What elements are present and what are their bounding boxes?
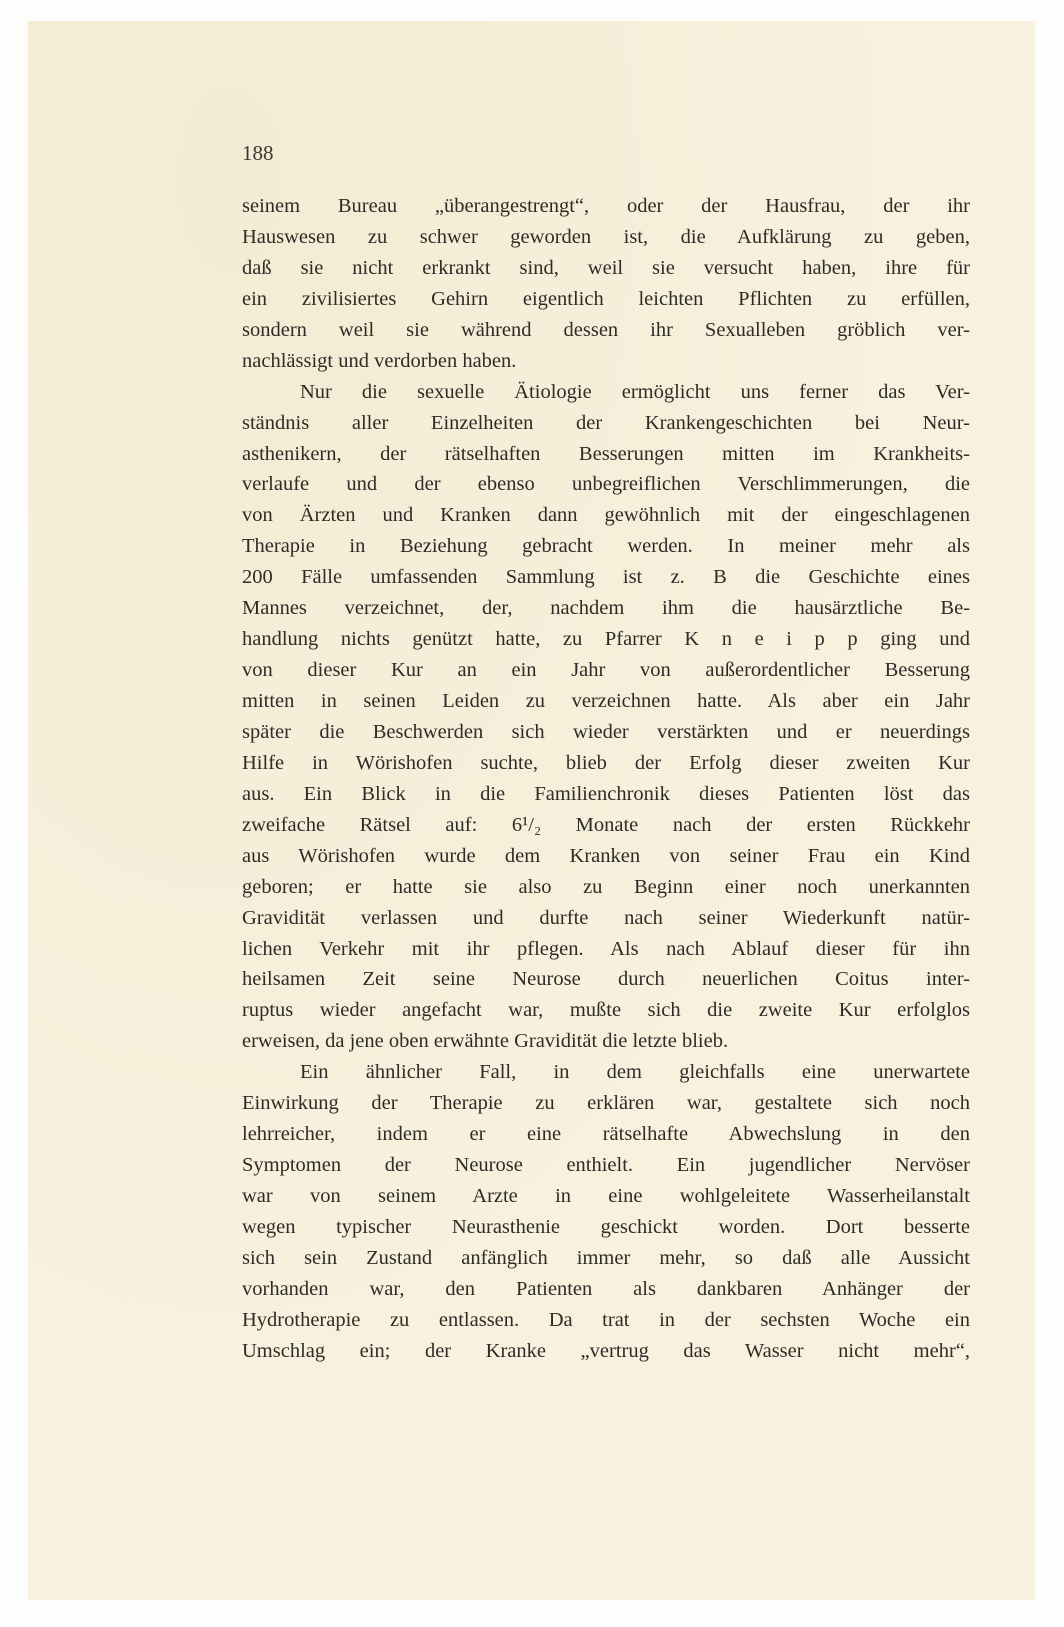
text-line: ruptus wieder angefacht war, mußte sich die zweite Kur erfolglos [242,999,970,1022]
text-line: Therapie in Beziehung gebracht werden. In meiner mehr als [242,535,970,558]
text-line: Gravidität verlassen und durfte nach seiner Wiederkunft natür- [242,906,970,929]
text-line: Hilfe in Wörishofen suchte, blieb der Erfolg dieser zweiten Kur [242,751,970,774]
body-text [242,191,970,1367]
text-line: Symptomen der Neurose enthielt. Ein jugendlicher Nervöser [242,1154,970,1177]
text-line: Mannes verzeichnet, der, nachdem ihm die hausärztliche Be- [242,597,970,620]
text-line: sich sein Zustand anfänglich immer mehr, so daß alle Aussicht [242,1246,970,1269]
text-line: daß sie nicht erkrankt sind, weil sie versucht haben, ihre für [242,256,970,279]
text-line: ein zivilisiertes Gehirn eigentlich leichten Pflichten zu erfüllen, [242,287,970,310]
text-line: zweifache Rätsel auf: 6¹/₂ Monate nach der ersten Rückkehr [242,813,970,836]
text-line: geboren; er hatte sie also zu Beginn einer noch unerkannten [242,875,970,898]
text-line: asthenikern, der rätselhaften Besserungen mitten im Krankheits- [242,442,970,465]
text-line: lichen Verkehr mit ihr pflegen. Als nach Ablauf dieser für ihn [242,937,970,960]
text-line: wegen typischer Neurasthenie geschickt worden. Dort besserte [242,1215,970,1238]
text-line: später die Beschwerden sich wieder verstärkten und er neuerdings [242,720,970,743]
text-line: aus Wörishofen wurde dem Kranken von seiner Frau ein Kind [242,844,970,867]
text-line: Hauswesen zu schwer geworden ist, die Aufklärung zu geben, [242,225,970,248]
text-line: nachlässigt und verdorben haben. [242,349,517,372]
text-line: Nur die sexuelle Ätiologie ermöglicht uns ferner das Ver- [300,380,970,403]
text-line: erweisen, da jene oben erwähnte Gravidität die letzte blieb. [242,1030,729,1053]
text-line: mitten in seinen Leiden zu verzeichnen hatte. Als aber ein Jahr [242,690,970,712]
text-line: verlaufe und der ebenso unbegreiflichen Verschlimmerungen, die [242,473,970,496]
text-line: Hydrotherapie zu entlassen. Da trat in der sechsten Woche ein [242,1308,970,1331]
text-line: lehrreicher, indem er eine rätselhafte Abwechslung in den [242,1123,970,1146]
text-line: heilsamen Zeit seine Neurose durch neuerlichen Coitus inter- [242,968,970,991]
text-line: Einwirkung der Therapie zu erklären war, gestaltete sich noch [242,1092,970,1115]
text-line: sondern weil sie während dessen ihr Sexualleben gröblich ver- [242,318,970,341]
text-line: ständnis aller Einzelheiten der Krankengeschichten bei Neur- [242,411,970,434]
text-line: war von seinem Arzte in eine wohlgeleitete Wasserheilanstalt [242,1185,970,1207]
text-line: aus. Ein Blick in die Familienchronik dieses Patienten löst das [242,782,970,805]
book-page [28,21,1035,1600]
text-line: von dieser Kur an ein Jahr von außerordentlicher Besserung [242,659,970,682]
page-number: 188 [242,141,274,165]
text-line: handlung nichts genützt hatte, zu Pfarrer K n e i p p ging und [242,628,970,651]
text-line: von Ärzten und Kranken dann gewöhnlich mit der eingeschlagenen [242,504,970,527]
text-line: vorhanden war, den Patienten als dankbaren Anhänger der [242,1277,970,1300]
text-line: seinem Bureau „überangestrengt“, oder der Hausfrau, der ihr [242,195,970,217]
text-line: Umschlag ein; der Kranke „vertrug das Wasser nicht mehr“, [242,1339,970,1362]
text-line: Ein ähnlicher Fall, in dem gleichfalls eine unerwartete [300,1061,970,1084]
text-line: 200 Fälle umfassenden Sammlung ist z. B die Geschichte eines [242,566,970,589]
